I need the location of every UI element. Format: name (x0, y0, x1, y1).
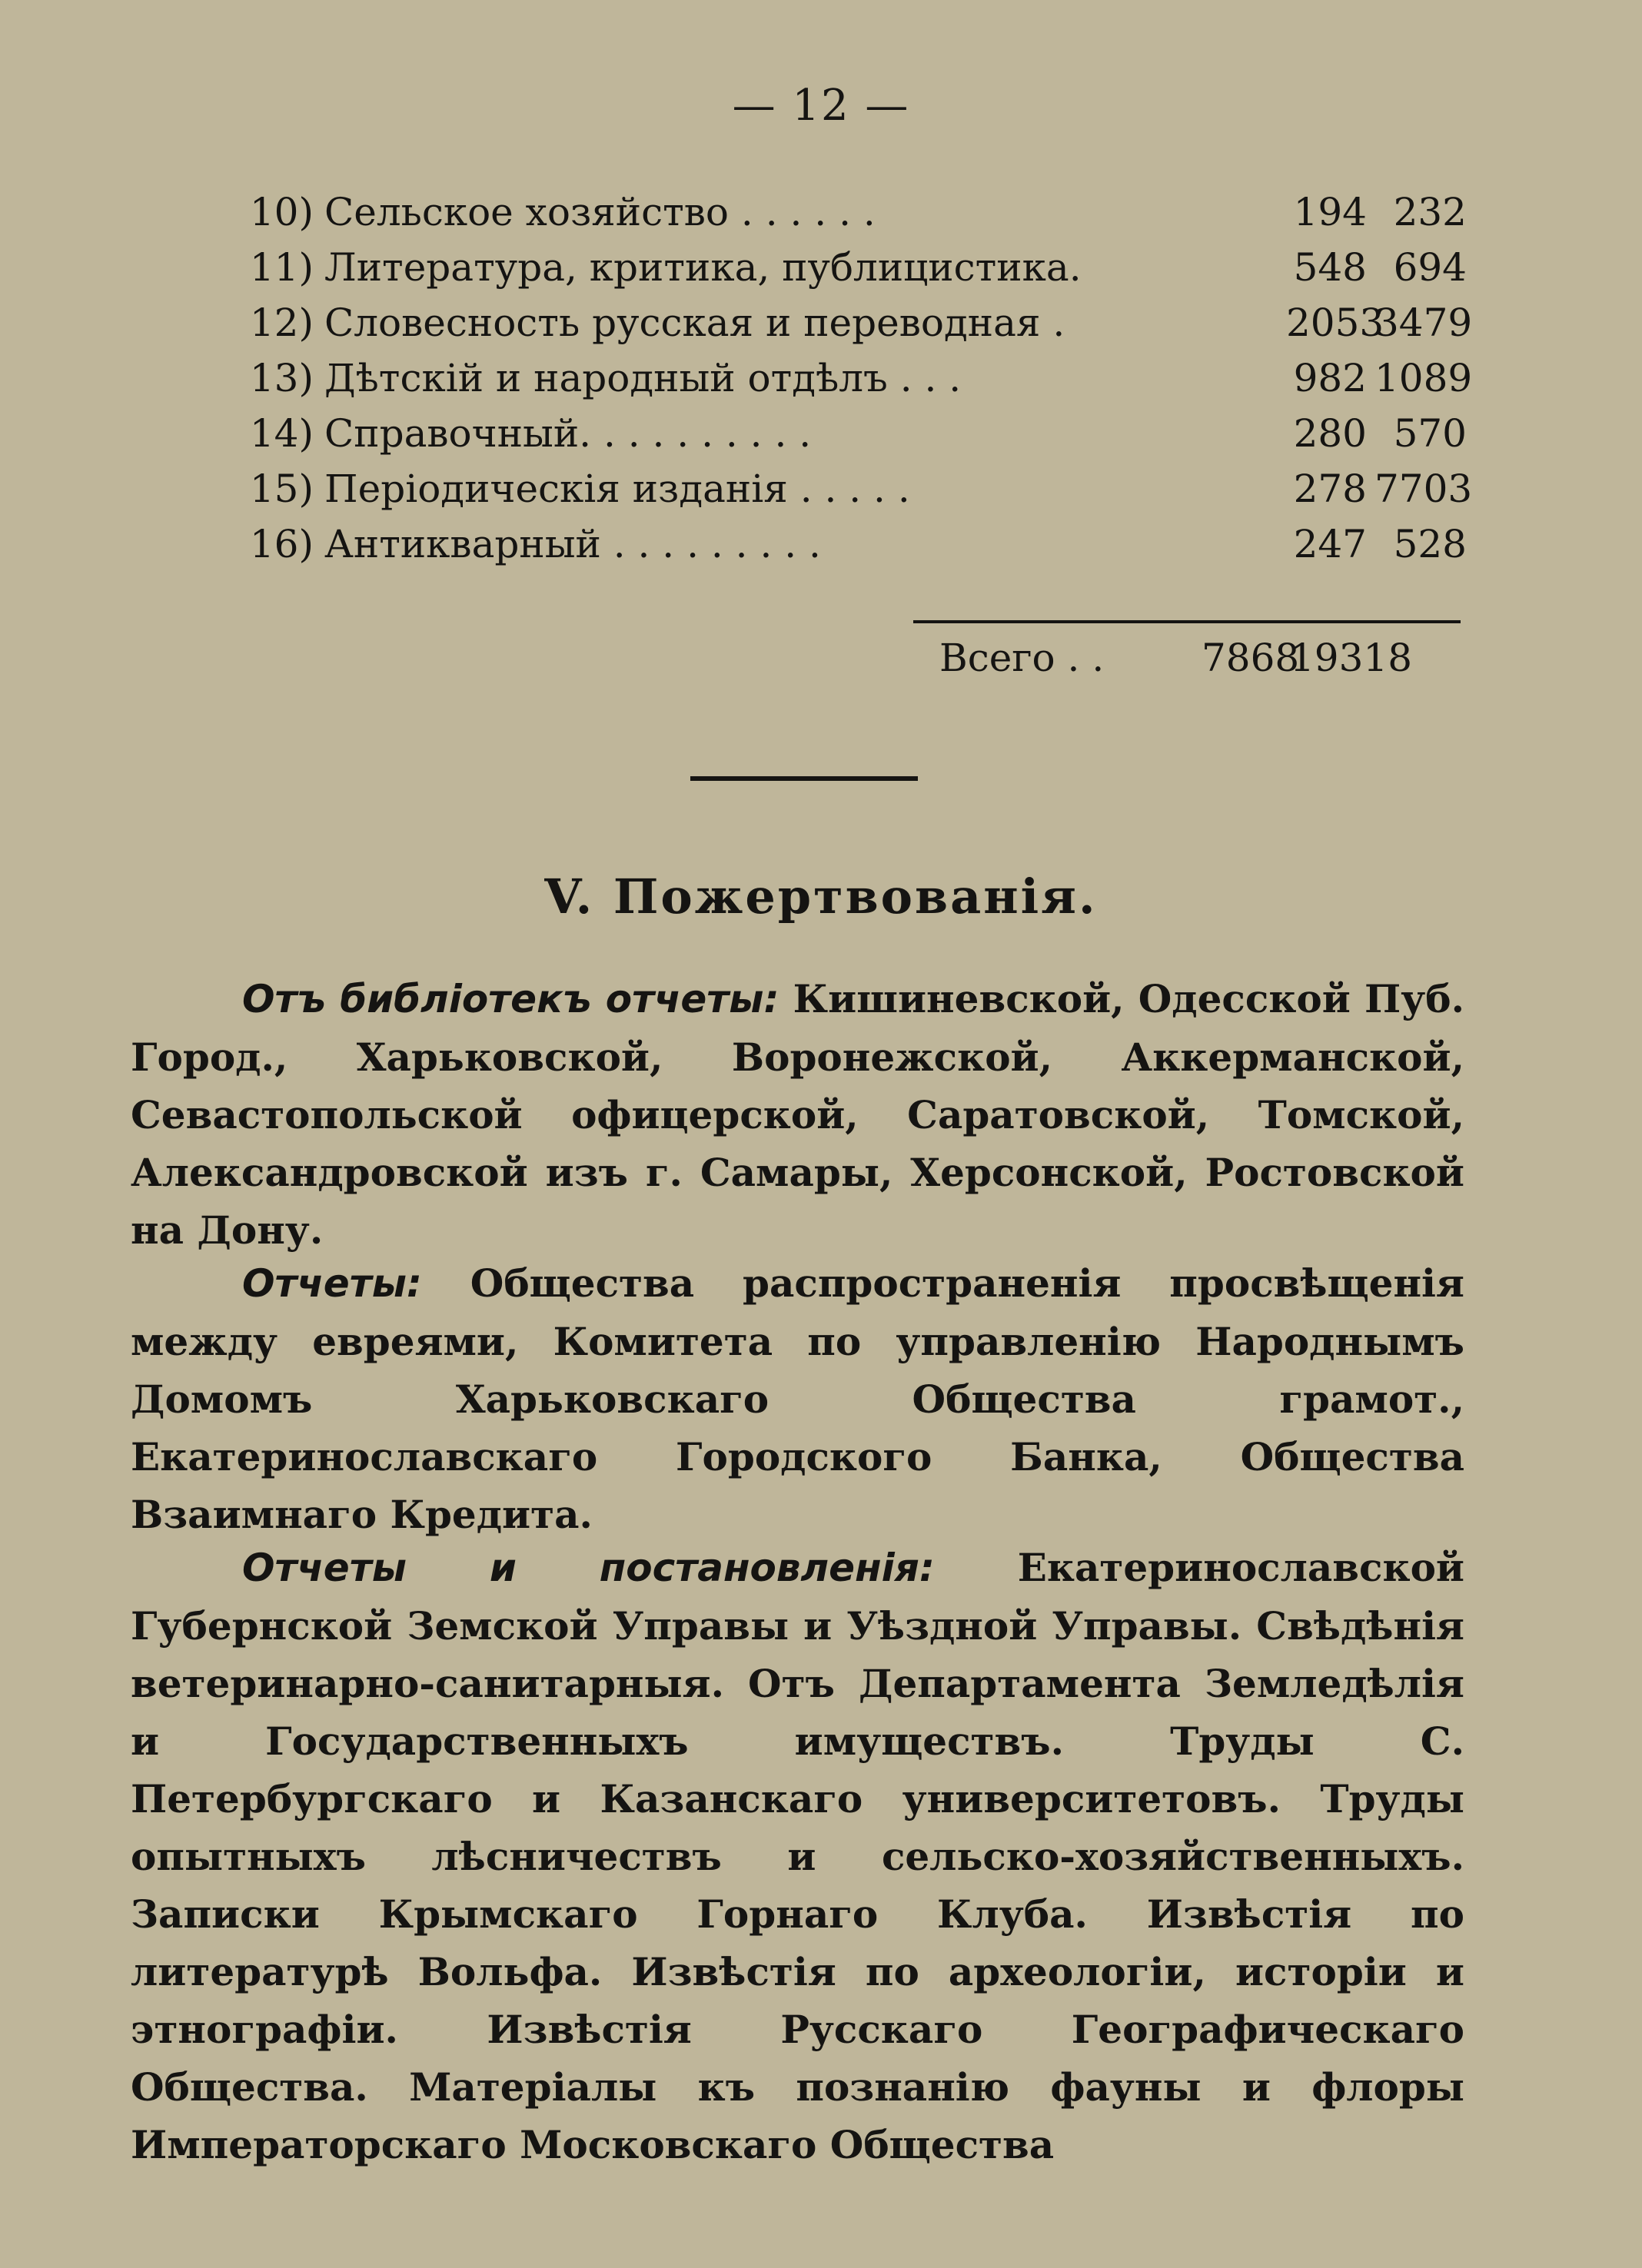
row-label: Литература, критика, публицистика. (324, 245, 1082, 290)
row-number: 11) (249, 245, 314, 290)
statistics-table (218, 184, 1473, 572)
row-number: 10) (249, 190, 314, 234)
table-row (218, 184, 1467, 240)
row-label: Антикварный . . . . . . . . . (324, 522, 821, 566)
row-number: 14) (249, 411, 314, 456)
total-rule (913, 620, 1461, 623)
row-value-1: 278 (1286, 461, 1367, 516)
paragraph-text: Екатеринославской Губернской Земской Управы и Уѣздной Управы. Свѣдѣнія ветеринарно-санитарныя. Отъ Департамента Земледѣлія и Государственныхъ имуществъ. Труды С. Петербургскаго и Казанскаго университетовъ. Труды опытныхъ лѣсничествъ и сельско-хозяйственныхъ. Записки Крымскаго Горнаго Клуба. Извѣстія по литературѣ Вольфа. Извѣстія по археологіи, исторіи и этнографіи. Извѣстія Русскаго Географическаго Общества. Матеріалы къ познанію фауны и флоры Императорскаго Московскаго Общества (131, 1545, 1465, 2167)
total-row (915, 630, 1467, 686)
page-number: — 12 — (732, 81, 910, 131)
row-value-2: 528 (1393, 522, 1467, 566)
total-value-2: 19318 (1290, 636, 1413, 680)
paragraph-text: Общества распространенія просвѣщенія между евреями, Комитета по управленію Народнымъ Домомъ Харьковскаго Общества грамот., Екатеринославскаго Городского Банка, Общества Взаимнаго Кредита. (131, 1260, 1464, 1537)
row-value-1: 194 (1286, 184, 1367, 240)
dot-leader: . . . . . . . . . (600, 522, 821, 566)
row-value-2: 570 (1393, 411, 1467, 456)
paragraph-reports-and-resolutions (131, 1539, 1464, 2173)
table-row (218, 461, 1473, 516)
row-value-1: 247 (1286, 516, 1367, 572)
dot-leader: . . . . . (787, 467, 910, 511)
row-label: Періодическія изданія . . . . . (324, 467, 910, 511)
row-number: 13) (249, 356, 314, 400)
row-value-1: 280 (1286, 406, 1367, 461)
table-row (218, 350, 1473, 406)
paragraph-lead: Отъ библіотекъ отчеты: (242, 977, 779, 1021)
row-value-1: 2053 (1286, 295, 1367, 350)
total-label: Всего . . (939, 636, 1105, 680)
row-value-1: 982 (1286, 350, 1367, 406)
paragraph-lead: Отчеты и постановленія: (242, 1546, 935, 1590)
table-row (218, 516, 1467, 572)
dot-leader: . . . . . . (729, 190, 876, 234)
total-value-1: 7868 (1202, 636, 1300, 680)
row-label: Словесность русская и переводная . (324, 301, 1065, 345)
row-value-1: 548 (1286, 240, 1367, 295)
row-label: Сельское хозяйство . . . . . . (324, 190, 876, 234)
dot-leader: . (1069, 245, 1082, 290)
table-row (218, 295, 1473, 350)
paragraph-reports (131, 1254, 1464, 1543)
row-label: Справочный. . . . . . . . . . (324, 411, 812, 456)
paragraph-text: Кишиневской, Одесской Пуб. Город., Харьковской, Воронежской, Аккерманской, Севастопольской офицерской, Саратовской, Томской, Александровской изъ г. Самары, Херсонской, Ростовской на Дону. (131, 976, 1464, 1253)
table-row (218, 240, 1467, 295)
section-heading: V. Пожертвованія. (544, 868, 1098, 925)
row-value-2: 694 (1393, 245, 1467, 290)
section-divider (690, 776, 918, 781)
dot-leader: . (1040, 301, 1065, 345)
row-label: Дѣтскій и народный отдѣлъ . . . (324, 356, 962, 400)
table-row (218, 406, 1467, 461)
row-value-2: 3479 (1374, 301, 1473, 345)
row-value-2: 7703 (1374, 467, 1473, 511)
row-value-2: 232 (1393, 190, 1467, 234)
dot-leader: . . . (887, 356, 962, 400)
paragraph-library-reports (131, 970, 1464, 1259)
row-value-2: 1089 (1374, 356, 1473, 400)
row-number: 16) (249, 522, 314, 566)
paragraph-lead: Отчеты: (242, 1261, 422, 1306)
row-number: 15) (249, 467, 314, 511)
dot-leader: . . . . . . . . . . (579, 411, 812, 456)
row-number: 12) (249, 301, 314, 345)
